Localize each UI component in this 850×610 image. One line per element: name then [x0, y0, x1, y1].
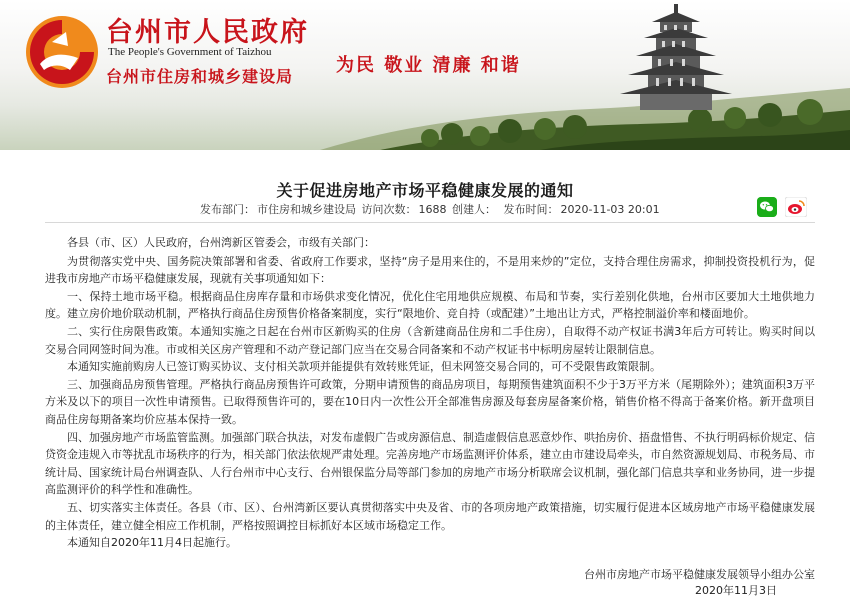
paragraph: 本通知实施前购房人已签订购买协议、支付相关款项并能提供有效转账凭证，但未网签交易合同的，可不受限售政策限制。 — [67, 360, 661, 374]
site-title-english: The People's Government of Taizhou — [108, 46, 272, 58]
paragraph: 五、切实落实主体责任。各县（市、区）、台州湾新区要认真贯彻落实中央及省、市的各项房地产政策措施，切实履行促进本区域房地产市场平稳健康发展的主体责任，建立健全相应工作机制，严格按照调控目标抓好本区域市场稳定工作。 — [45, 500, 815, 532]
department-name: 台州市住房和城乡建设局 — [106, 67, 294, 86]
meta-creator-label: 创建人： — [452, 203, 496, 216]
signature-date: 2020年11月3日 — [695, 584, 777, 597]
meta-dept-value: 市住房和城乡建设局 — [257, 203, 356, 216]
paragraph: 为贯彻落实党中央、国务院决策部署和省委、省政府工作要求，坚持“房子是用来住的，不是用来炒的”定位，支持合理住房需求，抑制投资投机行为，促进我市房地产市场平稳健康发展，现就有关事项通知如下： — [45, 254, 815, 286]
article-title: 关于促进房地产市场平稳健康发展的通知 — [276, 181, 574, 200]
paragraph: 四、加强房地产市场监管监测。加强部门联合执法，对发布虚假广告或房源信息、制造虚假信息恶意炒作、哄抬房价、捂盘惜售、不执行明码标价规定、信贷资金违规入市等扰乱市场秩序的行为，相关部门依法依规严肃处理。完善房地产市场监测评价体系，建立由市建设局牵头，市自然资源规划局、市税务局、市统计局、国家统计局台州调查队、人行台州市中心支行、台州银保监分局等部门参加的房地产市场分析联席会议机制，强化部门信息共享和业务协同，进一步提高监测评价的科学性和准确性。 — [45, 430, 815, 497]
paragraph: 一、保持土地市场平稳。根据商品住房库存量和市场供求变化情况，优化住宅用地供应规模、布局和节奏，实行差别化供地，台州市区要加大土地供地力度。建立房价地价联动机制，严格执行商品住房预售价格备案制度，实行“限地价、竞自持（或配建）”土地出让方式，严格控制溢价率和楼面地价。 — [45, 289, 815, 321]
taizhou-emblem-logo — [22, 12, 102, 92]
weibo-icon[interactable] — [785, 197, 807, 217]
wechat-icon[interactable] — [757, 197, 777, 217]
meta-visits-label: 访问次数： — [361, 203, 417, 216]
site-title: 台州市人民政府 — [106, 17, 309, 48]
paragraph: 二、实行住房限售政策。本通知实施之日起在台州市区新购买的住房（含新建商品住房和二手住房），自取得不动产权证书满3年后方可转让。购买时间以交易合同网签时间为准。市或相关区房产管理和不动产登记部门应当在交易合同备案和不动产权证书中标明房屋转让限制信息。 — [45, 324, 815, 356]
slogan: 为民 敬业 清廉 和谐 — [336, 55, 521, 76]
pagoda-illustration — [600, 0, 760, 110]
signature-org: 台州市房地产市场平稳健康发展领导小组办公室 — [584, 568, 815, 581]
meta-visits-value: 1688 — [418, 203, 447, 216]
header-banner — [0, 0, 850, 150]
divider — [45, 222, 815, 223]
greeting: 各县（市、区）人民政府，台州湾新区管委会，市级有关部门： — [67, 236, 375, 249]
meta-time-value: 2020-11-03 20:01 — [560, 203, 660, 216]
article-meta — [200, 201, 662, 217]
article-body — [45, 234, 815, 552]
paragraph: 三、加强商品房预售管理。严格执行商品房预售许可政策，分期申请预售的商品房项目，每期预售建筑面积不少于3万平方米（尾期除外）；建筑面积3万平方米及以下的项目一次性申请预售。已取得预售许可的，要在10日内一次性公开全部准售房源及每套房屋备案价格，销售价格不得高于备案价格。新开盘项目商品住房每期备案均价应基本保持一致。 — [45, 377, 815, 426]
paragraph: 本通知自2020年11月4日起施行。 — [67, 536, 237, 550]
signature-block — [555, 567, 815, 599]
meta-dept-label: 发布部门： — [200, 203, 255, 216]
meta-time-label: 发布时间： — [503, 203, 559, 216]
